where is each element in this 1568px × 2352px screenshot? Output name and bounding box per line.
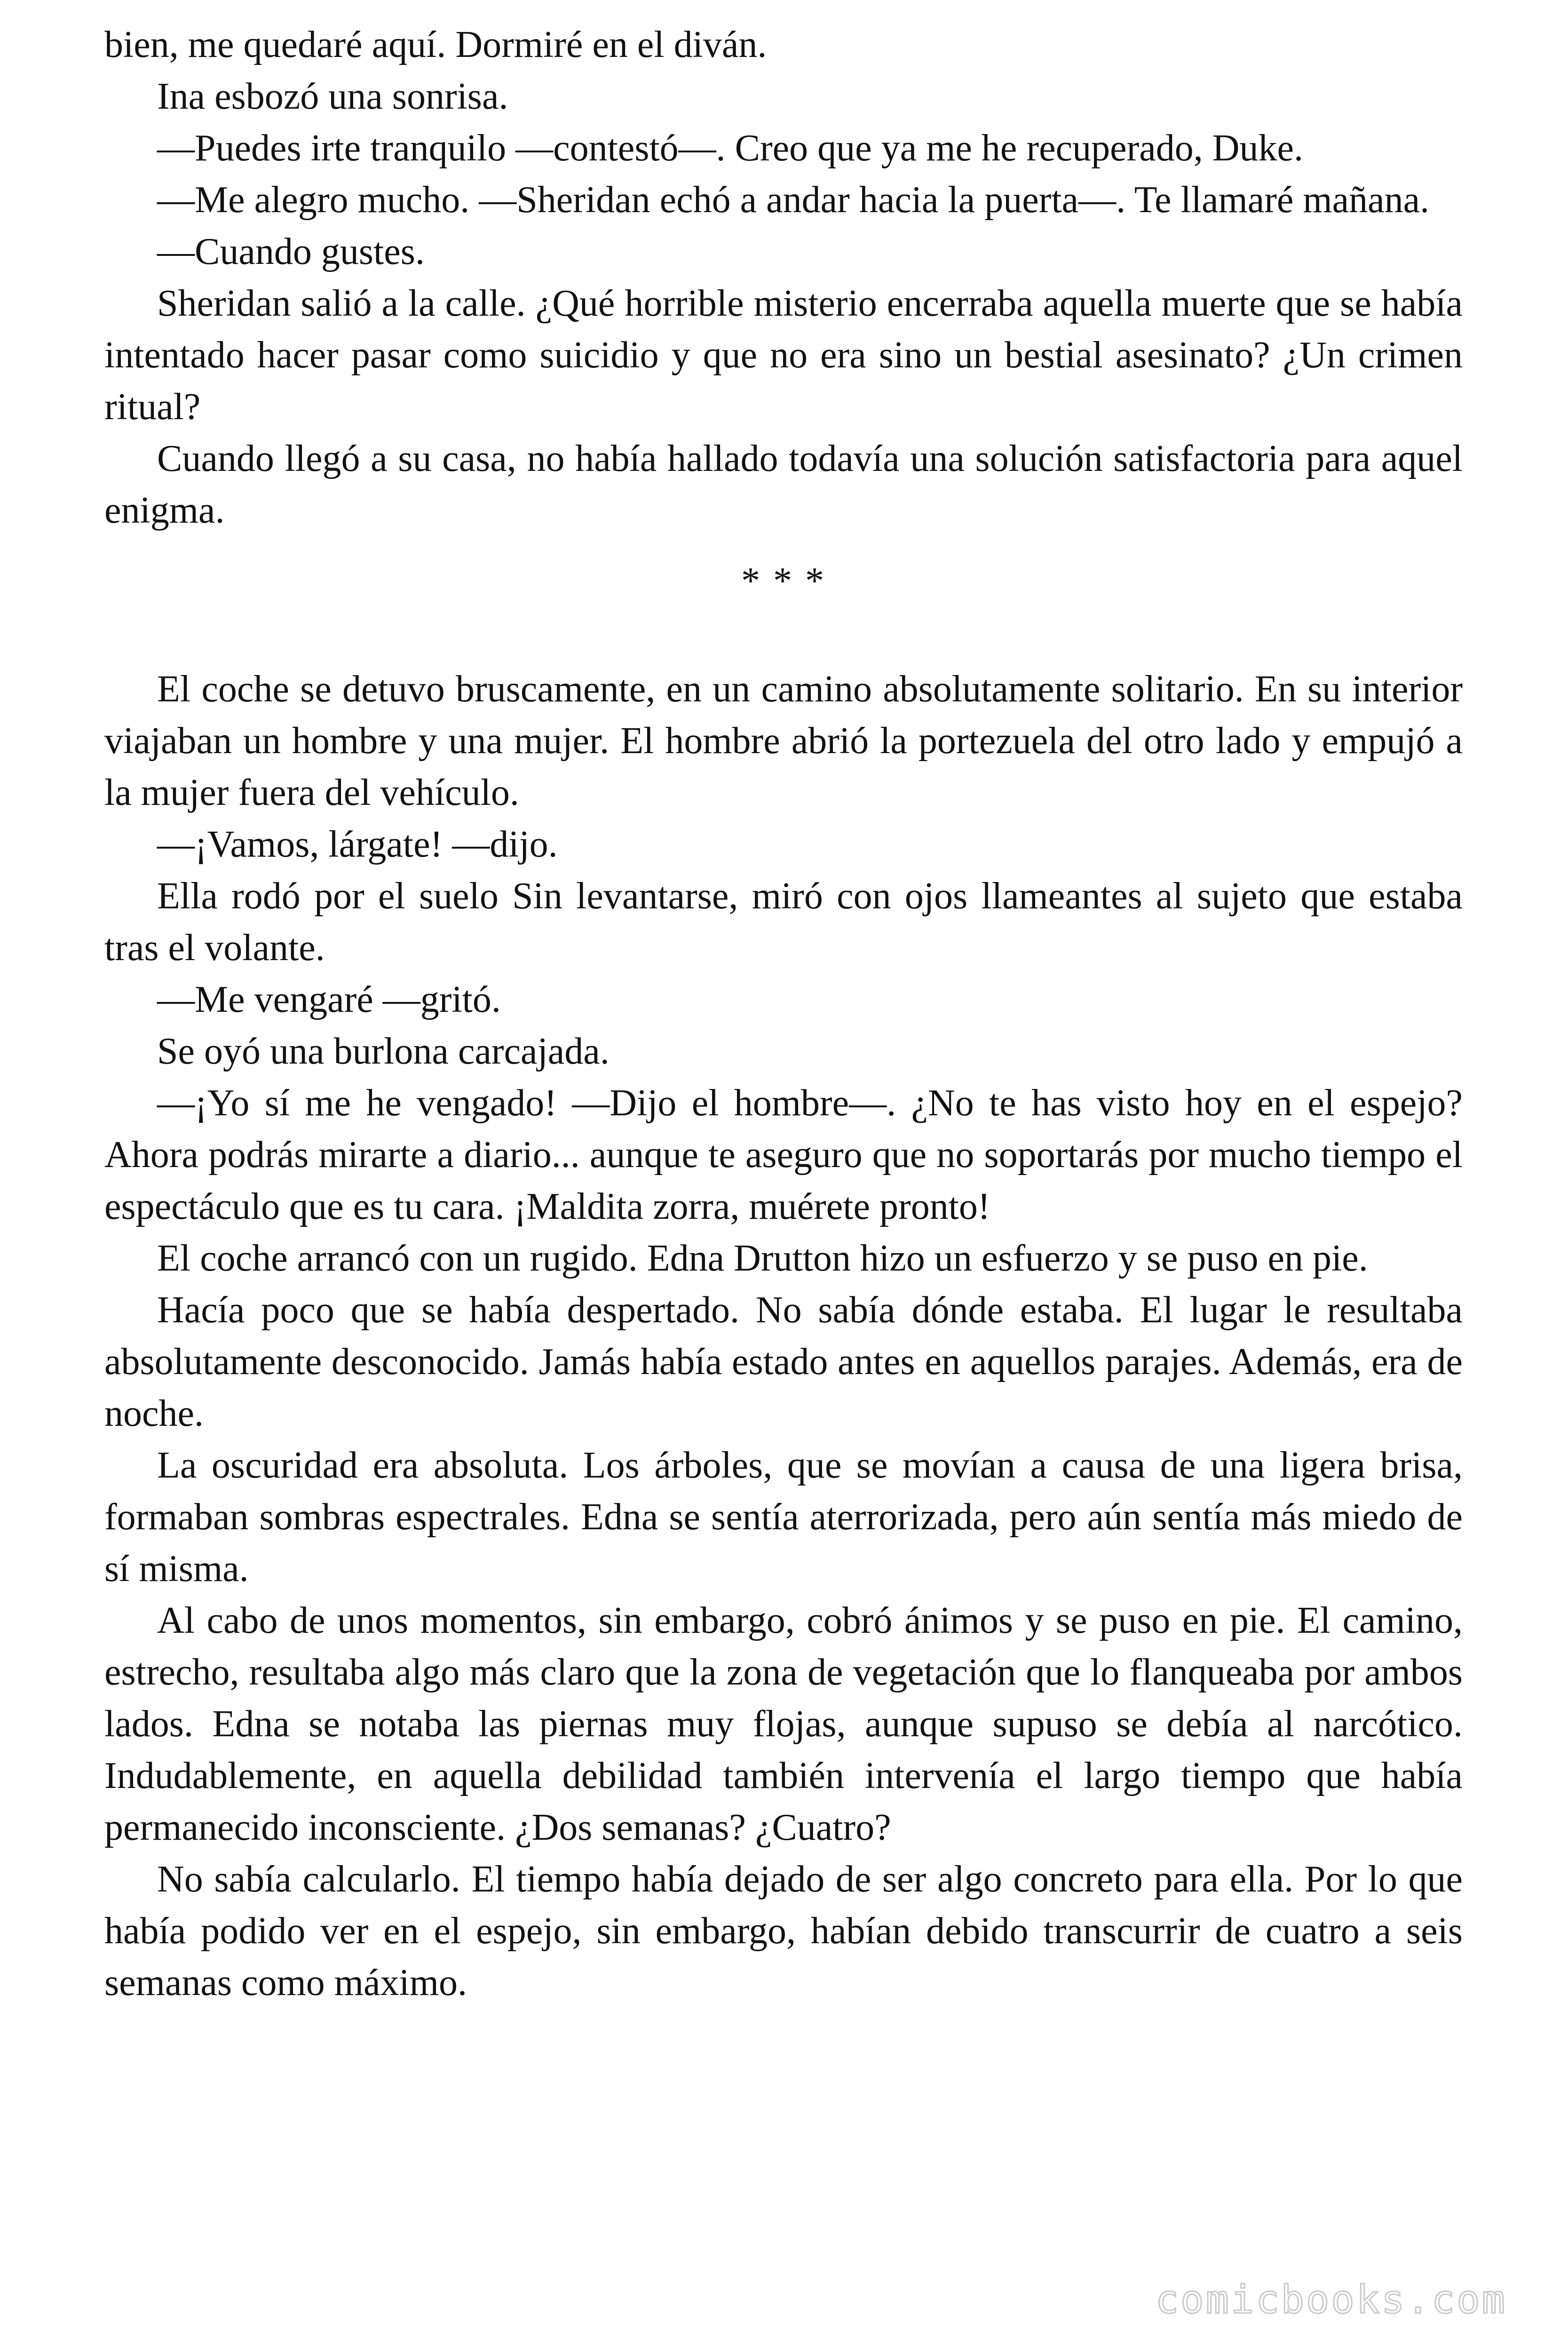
paragraph: —Puedes irte tranquilo —contestó—. Creo que ya me he recuperado, Duke.: [157, 127, 1304, 169]
paragraph: La oscuridad era absoluta. Los árboles, que se movían a causa de una ligera brisa, formaban sombras espectrales. Edna se sentía aterrorizada, pero aún sentía más miedo de sí misma.: [104, 1445, 1463, 1589]
paragraph: bien, me quedaré aquí. Dormiré en el diván.: [104, 24, 767, 65]
watermark: comicbooks.com: [1155, 2278, 1507, 2322]
paragraph: —¡Yo sí me he vengado! —Dijo el hombre—. ¿No te has visto hoy en el espejo? Ahora podrás mirarte a diario... aunque te aseguro que no soportarás por mucho tiempo el espectáculo que es tu cara. ¡Maldita zorra, muérete pronto!: [104, 1082, 1463, 1227]
paragraph: Se oyó una burlona carcajada.: [157, 1031, 610, 1072]
paragraph: Cuando llegó a su casa, no había hallado todavía una solución satisfactoria para aquel enigma.: [104, 438, 1463, 531]
paragraph: —Me vengaré —gritó.: [157, 979, 501, 1020]
section-separator: * * *: [741, 560, 826, 602]
paragraph: No sabía calcularlo. El tiempo había dejado de ser algo concreto para ella. Por lo que había podido ver en el espejo, sin embargo, habían debido transcurrir de cuatro a seis semanas como máximo.: [104, 1859, 1463, 2003]
paragraph: Ina esbozó una sonrisa.: [157, 76, 508, 117]
text-column: [104, 19, 1463, 2009]
paragraph: El coche se detuvo bruscamente, en un camino absolutamente solitario. En su interior viajaban un hombre y una mujer. El hombre abrió la portezuela del otro lado y empujó a la mujer fuera del vehículo.: [104, 668, 1463, 813]
paragraph: Sheridan salió a la calle. ¿Qué horrible misterio encerraba aquella muerte que se había intentado hacer pasar como suicidio y que no era sino un bestial asesinato? ¿Un crimen ritual?: [104, 283, 1463, 428]
paragraph: Hacía poco que se había despertado. No sabía dónde estaba. El lugar le resultaba absolutamente desconocido. Jamás había estado antes en aquellos parajes. Además, era de noche.: [104, 1289, 1463, 1434]
paragraph: Ella rodó por el suelo Sin levantarse, miró con ojos llameantes al sujeto que estaba tras el volante.: [104, 875, 1463, 969]
paragraph: El coche arrancó con un rugido. Edna Drutton hizo un esfuerzo y se puso en pie.: [157, 1238, 1368, 1279]
paragraph: —Me alegro mucho. —Sheridan echó a andar hacia la puerta—. Te llamaré mañana.: [157, 179, 1430, 221]
paragraph: Al cabo de unos momentos, sin embargo, cobró ánimos y se puso en pie. El camino, estrecho, resultaba algo más claro que la zona de vegetación que lo flanqueaba por ambos lados. Edna se notaba las piernas muy flojas, aunque supuso se debía al narcótico. Indudablemente, en aquella debilidad también intervenía el largo tiempo que había permanecido inconsciente. ¿Dos semanas? ¿Cuatro?: [104, 1600, 1463, 1848]
paragraph: —¡Vamos, lárgate! —dijo.: [157, 824, 558, 865]
paragraph: —Cuando gustes.: [157, 231, 425, 272]
